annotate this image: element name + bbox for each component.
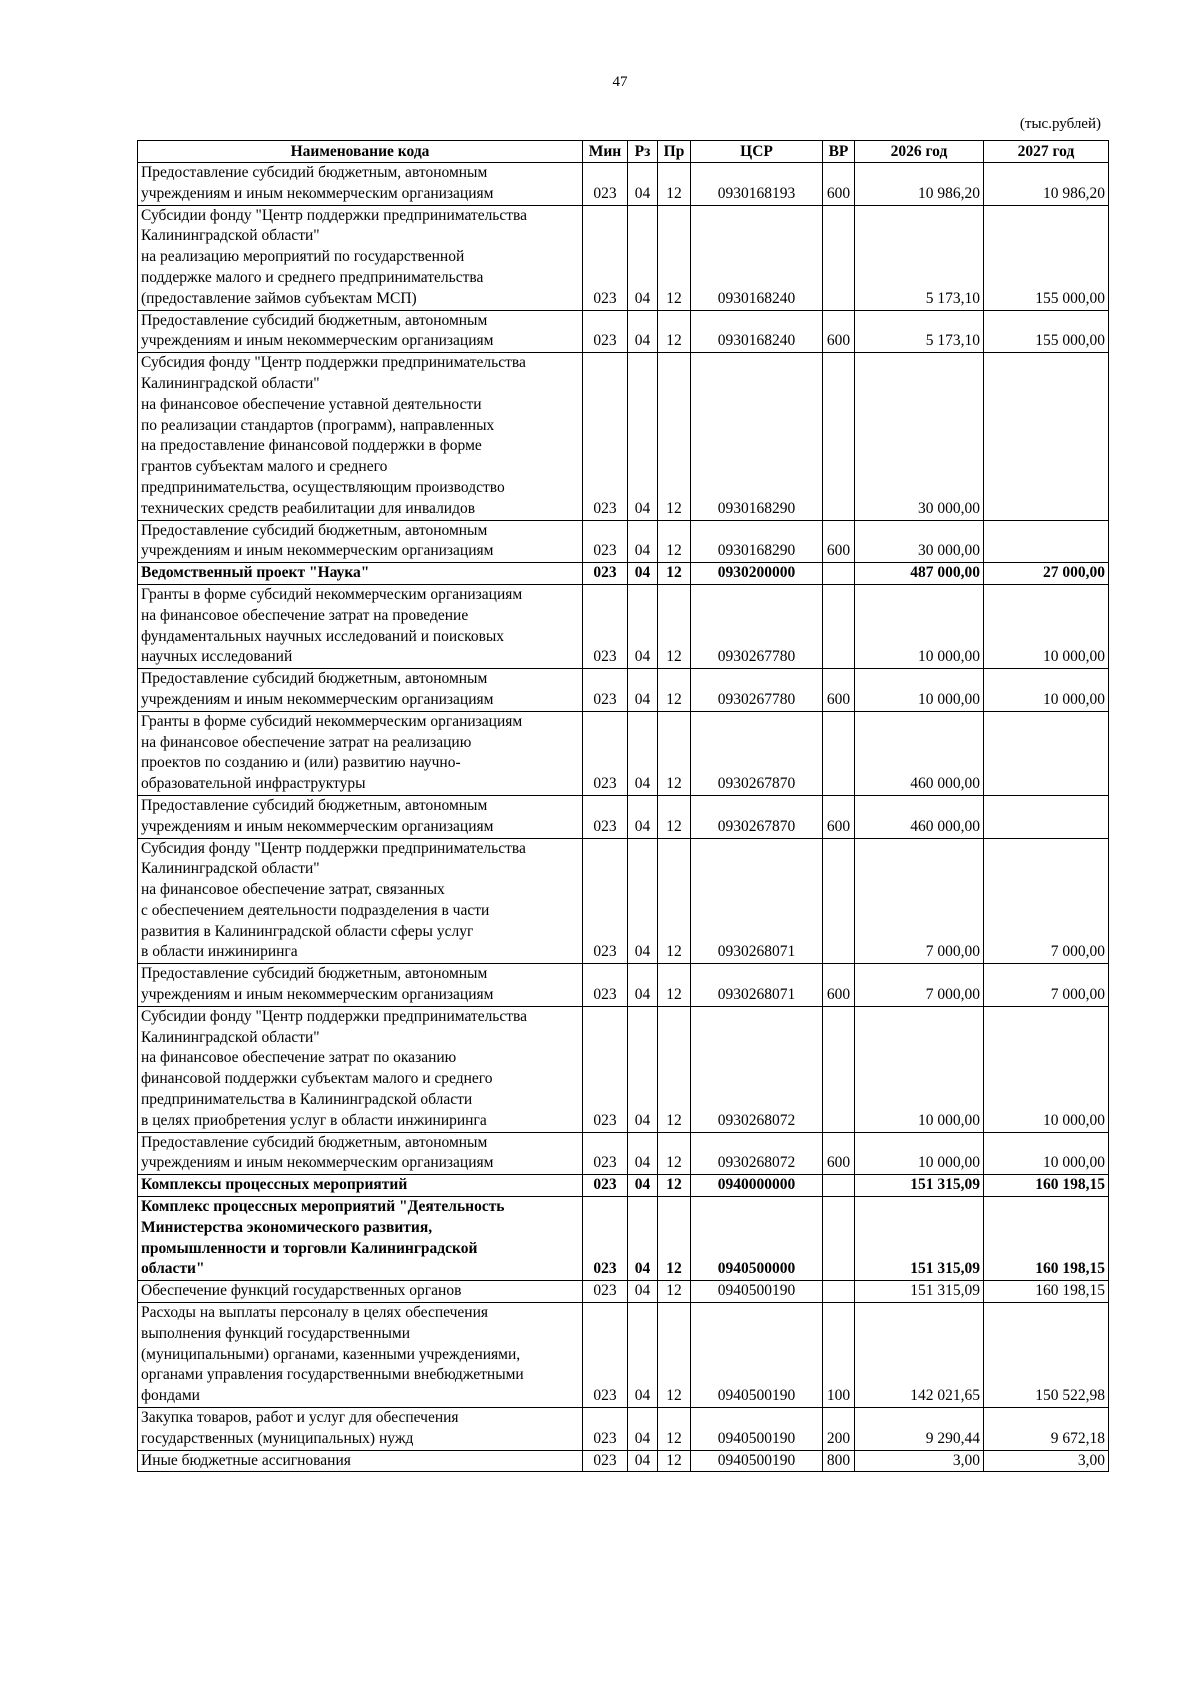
cell-csr: 0940500190 [691, 1408, 823, 1451]
cell-2026: 3,00 [855, 1450, 984, 1472]
table-row [138, 1175, 1109, 1197]
cell-pr: 12 [658, 964, 691, 1007]
cell-name: Гранты в форме субсидий некоммерческим организациям на финансовое обеспечение затрат на проведение фундаментальных научных исследований и поисковых научных исследований [138, 584, 583, 668]
cell-pr: 12 [658, 520, 691, 563]
cell-2026: 151 315,09 [855, 1281, 984, 1303]
cell-min: 023 [583, 711, 628, 795]
cell-pr: 12 [658, 838, 691, 964]
cell-2027: 7 000,00 [984, 838, 1109, 964]
cell-pr: 12 [658, 1197, 691, 1281]
table-row [138, 1450, 1109, 1472]
cell-pr: 12 [658, 795, 691, 838]
cell-2026: 5 173,10 [855, 310, 984, 353]
cell-name: Предоставление субсидий бюджетным, автономным учреждениям и иным некоммерческим организациям [138, 669, 583, 712]
cell-2026: 10 000,00 [855, 1006, 984, 1132]
cell-min: 023 [583, 838, 628, 964]
cell-pr: 12 [658, 1303, 691, 1408]
cell-name: Предоставление субсидий бюджетным, автономным учреждениям и иным некоммерческим организациям [138, 520, 583, 563]
cell-rz: 04 [628, 563, 658, 585]
header-pr: Пр [658, 141, 691, 163]
cell-name: Расходы на выплаты персоналу в целях обеспечения выполнения функций государственными (муниципальными) органами, казенными учреждениями, органами управления государственными внебюджетными фондами [138, 1303, 583, 1408]
cell-min: 023 [583, 1450, 628, 1472]
cell-name: Предоставление субсидий бюджетным, автономным учреждениям и иным некоммерческим организациям [138, 1132, 583, 1175]
budget-table [137, 140, 1109, 1472]
cell-vr: 200 [823, 1408, 855, 1451]
cell-rz: 04 [628, 1408, 658, 1451]
cell-2027: 10 986,20 [984, 163, 1109, 206]
cell-rz: 04 [628, 584, 658, 668]
cell-vr [823, 205, 855, 310]
cell-pr: 12 [658, 1408, 691, 1451]
table-row [138, 1132, 1109, 1175]
cell-rz: 04 [628, 711, 658, 795]
table-row [138, 669, 1109, 712]
cell-rz: 04 [628, 1450, 658, 1472]
table-row [138, 1303, 1109, 1408]
cell-name: Гранты в форме субсидий некоммерческим организациям на финансовое обеспечение затрат на реализацию проектов по созданию и (или) развитию научно- образовательной инфраструктуры [138, 711, 583, 795]
table-row [138, 711, 1109, 795]
cell-2027: 10 000,00 [984, 1132, 1109, 1175]
cell-2027: 7 000,00 [984, 964, 1109, 1007]
cell-2026: 10 986,20 [855, 163, 984, 206]
cell-vr: 600 [823, 163, 855, 206]
cell-2027: 10 000,00 [984, 669, 1109, 712]
cell-2027: 27 000,00 [984, 563, 1109, 585]
cell-rz: 04 [628, 310, 658, 353]
cell-pr: 12 [658, 163, 691, 206]
table-row [138, 1281, 1109, 1303]
cell-2026: 460 000,00 [855, 711, 984, 795]
cell-rz: 04 [628, 520, 658, 563]
cell-rz: 04 [628, 205, 658, 310]
cell-min: 023 [583, 1197, 628, 1281]
cell-pr: 12 [658, 711, 691, 795]
cell-min: 023 [583, 1175, 628, 1197]
header-csr: ЦСР [691, 141, 823, 163]
table-row [138, 795, 1109, 838]
cell-2027: 150 522,98 [984, 1303, 1109, 1408]
cell-2026: 151 315,09 [855, 1175, 984, 1197]
cell-csr: 0930168240 [691, 205, 823, 310]
cell-2027 [984, 711, 1109, 795]
cell-csr: 0940500000 [691, 1197, 823, 1281]
cell-2027: 155 000,00 [984, 310, 1109, 353]
cell-name: Предоставление субсидий бюджетным, автономным учреждениям и иным некоммерческим организациям [138, 163, 583, 206]
cell-rz: 04 [628, 353, 658, 520]
table-row [138, 1006, 1109, 1132]
cell-2027: 10 000,00 [984, 584, 1109, 668]
cell-vr: 600 [823, 795, 855, 838]
cell-min: 023 [583, 353, 628, 520]
cell-rz: 04 [628, 838, 658, 964]
cell-min: 023 [583, 669, 628, 712]
table-row [138, 310, 1109, 353]
cell-pr: 12 [658, 1006, 691, 1132]
cell-csr: 0930168193 [691, 163, 823, 206]
cell-2026: 7 000,00 [855, 964, 984, 1007]
cell-csr: 0930168240 [691, 310, 823, 353]
cell-name: Субсидия фонду "Центр поддержки предпринимательства Калининградской области" на финансовое обеспечение уставной деятельности по реализации стандартов (программ), направленных на предоставление финансовой поддержки в форме грантов субъектам малого и среднего предпринимательства, осуществляющим производство технических средств реабилитации для инвалидов [138, 353, 583, 520]
table-row [138, 163, 1109, 206]
cell-2026: 10 000,00 [855, 584, 984, 668]
table-row [138, 563, 1109, 585]
cell-csr: 0930168290 [691, 353, 823, 520]
cell-min: 023 [583, 1408, 628, 1451]
cell-2026: 5 173,10 [855, 205, 984, 310]
cell-name: Иные бюджетные ассигнования [138, 1450, 583, 1472]
cell-name: Предоставление субсидий бюджетным, автономным учреждениям и иным некоммерческим организациям [138, 964, 583, 1007]
header-2027: 2027 год [984, 141, 1109, 163]
cell-name: Субсидия фонду "Центр поддержки предпринимательства Калининградской области" на финансовое обеспечение затрат, связанных с обеспечением деятельности подразделения в части развития в Калининградской области сферы услуг в области инжиниринга [138, 838, 583, 964]
cell-vr [823, 1006, 855, 1132]
cell-csr: 0930268071 [691, 838, 823, 964]
units-label: (тыс.рублей) [1019, 116, 1101, 132]
header-rz: Рз [628, 141, 658, 163]
cell-min: 023 [583, 563, 628, 585]
cell-vr [823, 584, 855, 668]
header-2026: 2026 год [855, 141, 984, 163]
cell-min: 023 [583, 584, 628, 668]
cell-vr: 600 [823, 520, 855, 563]
cell-2026: 151 315,09 [855, 1197, 984, 1281]
cell-rz: 04 [628, 1006, 658, 1132]
cell-name: Ведомственный проект "Наука" [138, 563, 583, 585]
table-row [138, 964, 1109, 1007]
cell-2027: 155 000,00 [984, 205, 1109, 310]
cell-2027 [984, 353, 1109, 520]
cell-vr [823, 838, 855, 964]
cell-pr: 12 [658, 1281, 691, 1303]
cell-2027 [984, 795, 1109, 838]
header-vr: ВР [823, 141, 855, 163]
cell-pr: 12 [658, 1132, 691, 1175]
table-row [138, 520, 1109, 563]
cell-csr: 0930268071 [691, 964, 823, 1007]
cell-vr [823, 563, 855, 585]
cell-2026: 460 000,00 [855, 795, 984, 838]
cell-pr: 12 [658, 310, 691, 353]
table-row [138, 1408, 1109, 1451]
cell-2027: 9 672,18 [984, 1408, 1109, 1451]
cell-rz: 04 [628, 163, 658, 206]
cell-min: 023 [583, 310, 628, 353]
cell-rz: 04 [628, 1197, 658, 1281]
cell-name: Обеспечение функций государственных органов [138, 1281, 583, 1303]
table-header-row [138, 141, 1109, 163]
table-body [138, 163, 1109, 1472]
header-name: Наименование кода [138, 141, 583, 163]
cell-min: 023 [583, 520, 628, 563]
cell-2027: 160 198,15 [984, 1175, 1109, 1197]
cell-pr: 12 [658, 584, 691, 668]
cell-csr: 0930268072 [691, 1132, 823, 1175]
cell-pr: 12 [658, 1175, 691, 1197]
cell-vr: 600 [823, 964, 855, 1007]
cell-name: Комплекс процессных мероприятий "Деятельность Министерства экономического развития, промышленности и торговли Калининградской области" [138, 1197, 583, 1281]
cell-csr: 0940000000 [691, 1175, 823, 1197]
cell-vr [823, 1281, 855, 1303]
cell-csr: 0930200000 [691, 563, 823, 585]
cell-min: 023 [583, 205, 628, 310]
cell-name: Закупка товаров, работ и услуг для обеспечения государственных (муниципальных) нужд [138, 1408, 583, 1451]
cell-2026: 142 021,65 [855, 1303, 984, 1408]
cell-2026: 7 000,00 [855, 838, 984, 964]
header-min: Мин [583, 141, 628, 163]
table-row [138, 353, 1109, 520]
cell-name: Субсидии фонду "Центр поддержки предпринимательства Калининградской области" на реализацию мероприятий по государственной поддержке малого и среднего предпринимательства (предоставление займов субъектам МСП) [138, 205, 583, 310]
cell-rz: 04 [628, 1132, 658, 1175]
cell-pr: 12 [658, 669, 691, 712]
cell-2026: 487 000,00 [855, 563, 984, 585]
table-row [138, 1197, 1109, 1281]
cell-pr: 12 [658, 563, 691, 585]
cell-csr: 0930168290 [691, 520, 823, 563]
cell-rz: 04 [628, 1175, 658, 1197]
cell-pr: 12 [658, 353, 691, 520]
cell-vr: 800 [823, 1450, 855, 1472]
cell-csr: 0940500190 [691, 1303, 823, 1408]
cell-csr: 0940500190 [691, 1450, 823, 1472]
cell-2027: 3,00 [984, 1450, 1109, 1472]
cell-2027 [984, 520, 1109, 563]
cell-2026: 30 000,00 [855, 353, 984, 520]
cell-rz: 04 [628, 795, 658, 838]
cell-csr: 0930268072 [691, 1006, 823, 1132]
cell-2026: 30 000,00 [855, 520, 984, 563]
cell-csr: 0930267780 [691, 584, 823, 668]
cell-min: 023 [583, 1281, 628, 1303]
cell-2026: 10 000,00 [855, 669, 984, 712]
cell-vr [823, 711, 855, 795]
page-number: 47 [612, 74, 628, 90]
cell-rz: 04 [628, 1303, 658, 1408]
cell-rz: 04 [628, 964, 658, 1007]
cell-2027: 160 198,15 [984, 1197, 1109, 1281]
cell-2027: 160 198,15 [984, 1281, 1109, 1303]
table-row [138, 838, 1109, 964]
table-row [138, 584, 1109, 668]
cell-min: 023 [583, 1132, 628, 1175]
cell-name: Комплексы процессных мероприятий [138, 1175, 583, 1197]
cell-min: 023 [583, 1006, 628, 1132]
cell-rz: 04 [628, 669, 658, 712]
cell-csr: 0930267780 [691, 669, 823, 712]
cell-min: 023 [583, 1303, 628, 1408]
cell-name: Предоставление субсидий бюджетным, автономным учреждениям и иным некоммерческим организациям [138, 795, 583, 838]
cell-name: Предоставление субсидий бюджетным, автономным учреждениям и иным некоммерческим организациям [138, 310, 583, 353]
cell-vr: 600 [823, 1132, 855, 1175]
cell-vr: 600 [823, 669, 855, 712]
cell-2027: 10 000,00 [984, 1006, 1109, 1132]
cell-rz: 04 [628, 1281, 658, 1303]
cell-csr: 0940500190 [691, 1281, 823, 1303]
cell-vr [823, 353, 855, 520]
cell-csr: 0930267870 [691, 711, 823, 795]
cell-min: 023 [583, 163, 628, 206]
cell-pr: 12 [658, 1450, 691, 1472]
cell-2026: 9 290,44 [855, 1408, 984, 1451]
cell-vr: 600 [823, 310, 855, 353]
table-row [138, 205, 1109, 310]
cell-pr: 12 [658, 205, 691, 310]
cell-min: 023 [583, 795, 628, 838]
cell-csr: 0930267870 [691, 795, 823, 838]
cell-vr: 100 [823, 1303, 855, 1408]
cell-vr [823, 1175, 855, 1197]
cell-name: Субсидии фонду "Центр поддержки предпринимательства Калининградской области" на финансовое обеспечение затрат по оказанию финансовой поддержки субъектам малого и среднего предпринимательства в Калининградской области в целях приобретения услуг в области инжиниринга [138, 1006, 583, 1132]
cell-2026: 10 000,00 [855, 1132, 984, 1175]
cell-vr [823, 1197, 855, 1281]
cell-min: 023 [583, 964, 628, 1007]
